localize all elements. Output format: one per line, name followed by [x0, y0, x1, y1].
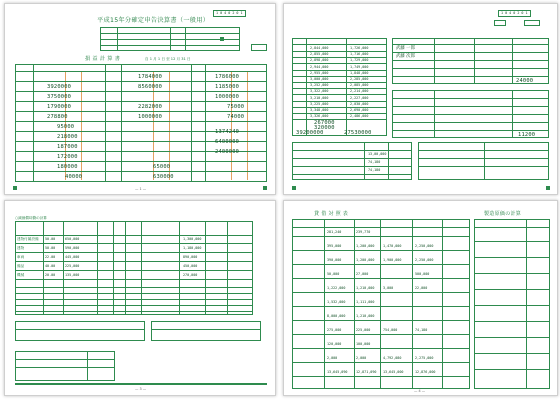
balance-value: 1,900,000 [383, 258, 402, 262]
balance-value: 1,200,000 [356, 258, 375, 262]
monthly-sales: 3,348,000 [310, 108, 329, 112]
balance-value: 2,250,000 [415, 244, 434, 248]
asset-cost: 270,000 [183, 273, 198, 277]
monthly-purchase: 2,227,000 [350, 95, 369, 100]
amount-value: 1185000 [215, 84, 240, 90]
amount-value: 1790000 [47, 104, 72, 110]
section-title: 損 益 計 算 書 [85, 56, 121, 62]
field-box [524, 20, 540, 26]
monthly-purchase: 1,716,000 [350, 52, 369, 57]
amount-value: 3750000 [47, 94, 72, 100]
asset-rate: 20.00 [45, 273, 56, 277]
monthly-purchase: 2,214,000 [350, 89, 369, 94]
cost-title: 製造原価の計算 [484, 211, 522, 217]
page-number: — 3 — [135, 387, 147, 391]
balance-value: 225,000 [356, 328, 371, 332]
balance-value: 1,200,000 [356, 244, 375, 248]
amount-value: 187000 [57, 144, 78, 150]
monthly-sales: 3,225,000 [310, 101, 329, 106]
balance-value: 13,645,090 [327, 370, 348, 374]
grand-total-sales: 39200000 [296, 130, 324, 136]
monthly-purchase: 1,749,000 [350, 64, 369, 69]
tax-table [15, 351, 115, 381]
subtotal-value: 320000 [314, 125, 335, 131]
amount-value: 2282000 [138, 104, 163, 110]
amount-value: 218000 [57, 134, 78, 140]
deduction-value: 74,180 [368, 160, 381, 164]
asset-depreciation: 225,000 [65, 264, 80, 268]
amount-value: 1000000 [138, 114, 163, 120]
balance-value: 1,532,000 [327, 300, 346, 304]
form-number: 1 0 4 0 2 0 1 [498, 10, 531, 17]
balance-value: 50,000 [327, 272, 340, 276]
asset-cost: 1,180,000 [183, 246, 202, 250]
balance-value: 12,871,090 [356, 370, 377, 374]
page-number: — 1 — [135, 187, 147, 191]
amount-value: 172000 [57, 154, 78, 160]
field-box [494, 20, 506, 26]
amount-value: 2400000 [215, 149, 240, 155]
balance-value: 390,000 [327, 258, 342, 262]
total-value: 24000 [516, 78, 534, 84]
amount-value: 95000 [57, 124, 75, 130]
total-value: 11200 [518, 132, 536, 138]
balance-value: 74,180 [415, 328, 428, 332]
corner-mark [263, 186, 267, 190]
balance-value: 4,792,080 [383, 356, 402, 360]
balance-value: 500,000 [415, 272, 430, 276]
amount-value: 1786000 [215, 74, 240, 80]
balance-value: 22,000 [415, 286, 428, 290]
asset-name: 備品 [17, 264, 25, 268]
balance-value: 12,876,000 [415, 370, 436, 374]
deduction-value: 13,00,000 [368, 152, 387, 156]
balance-value: 2,275,000 [415, 356, 434, 360]
asset-name: 建物 [17, 246, 25, 250]
asset-depreciation: 650,000 [65, 237, 80, 241]
asset-depreciation: 135,000 [65, 273, 80, 277]
amount-value: 8560000 [138, 84, 163, 90]
corner-mark [546, 186, 550, 190]
monthly-sales: 2,844,000 [310, 46, 329, 50]
form-page-2 [283, 3, 558, 195]
balance-value: 2,000 [356, 356, 367, 360]
balance-sheet-title: 貸 借 対 照 表 [314, 211, 349, 217]
monthly-sales: 3,210,000 [310, 95, 329, 100]
asset-rate: 50.00 [45, 246, 56, 250]
balance-value: 8,000,000 [327, 314, 346, 318]
stamp-mark [220, 37, 224, 41]
amount-value: 75000 [227, 104, 245, 110]
monthly-purchase: 2,030,000 [350, 101, 369, 106]
balance-value: 13,645,000 [383, 370, 404, 374]
amount-value: 6400000 [215, 139, 240, 145]
cost-table [474, 219, 550, 389]
balance-value: 275,000 [327, 328, 342, 332]
monthly-sales: 3,252,000 [310, 83, 329, 88]
amount-value: 1374240 [215, 129, 240, 135]
amount-value: 65000 [153, 164, 171, 170]
section-title: ○減価償却費の計算 [15, 216, 47, 220]
asset-cost: 890,000 [183, 255, 198, 259]
balance-value: 120,000 [327, 342, 342, 346]
monthly-sales: 2,955,000 [310, 70, 329, 75]
balance-value: 754,000 [383, 328, 398, 332]
asset-name: 車両 [17, 255, 25, 259]
balance-value: 2,000 [327, 356, 338, 360]
balance-value: 395,000 [327, 244, 342, 248]
asset-depreciation: 445,000 [65, 255, 80, 259]
asset-name: 機械 [17, 273, 25, 277]
balance-value: 1,210,000 [356, 314, 375, 318]
asset-name: 建物付属設備 [17, 237, 39, 241]
amount-value: 40000 [65, 174, 83, 180]
balance-value: 2,250,000 [415, 258, 434, 262]
monthly-purchase: 1,729,000 [350, 58, 369, 63]
deduction-value: 74,180 [368, 168, 381, 172]
balance-value: 27,000 [356, 272, 369, 276]
amount-value: 180000 [57, 164, 78, 170]
monthly-sales: 3,326,000 [310, 114, 329, 119]
employee-name: 武藤 一郎 [396, 46, 415, 51]
amount-value: 630000 [153, 174, 174, 180]
form-title: 平成15年分確定申告決算書（一般用） [97, 17, 210, 24]
asset-rate: 50.00 [45, 237, 56, 241]
balance-value: 239,770 [356, 230, 371, 234]
corner-mark [292, 186, 296, 190]
period-label: 自 1 月 1 日 至 12 月 31 日 [145, 57, 191, 61]
form-page-4 [283, 200, 558, 396]
subtotal-value: 267000 [314, 120, 335, 126]
balance-value: 281,240 [327, 230, 342, 234]
monthly-sales: 2,855,000 [310, 52, 329, 57]
form-page-1 [4, 3, 276, 195]
balance-value: 3,000 [383, 286, 394, 290]
monthly-purchase: 1,726,000 [350, 46, 369, 50]
balance-value: 1,470,000 [383, 244, 402, 248]
balance-sheet-table [292, 219, 470, 389]
corner-box [251, 44, 267, 51]
monthly-sales: 2,944,000 [310, 64, 329, 69]
amount-value: 3920000 [47, 84, 72, 90]
monthly-sales: 2,898,000 [310, 58, 329, 63]
balance-value: 1,222,000 [327, 286, 346, 290]
grand-total-purchase: 27530000 [344, 130, 372, 136]
asset-rate: 22.00 [45, 255, 56, 259]
interest-table [151, 321, 261, 341]
lease-table [15, 321, 145, 341]
balance-value: 1,210,000 [356, 286, 375, 290]
page-number: — 4 — [414, 389, 426, 393]
monthly-purchase: 2,690,000 [350, 108, 369, 112]
asset-cost: 450,000 [183, 264, 198, 268]
divider [15, 383, 267, 385]
monthly-purchase: 2,285,000 [350, 77, 369, 81]
balance-value: 1,111,000 [356, 300, 375, 304]
form-page-3 [4, 200, 276, 396]
asset-cost: 1,300,000 [183, 237, 202, 241]
monthly-purchase: 2,085,000 [350, 83, 369, 88]
monthly-sales: 3,000,000 [310, 77, 329, 81]
monthly-purchase: 2,486,000 [350, 114, 369, 119]
form-number: 1 0 4 0 2 0 1 [213, 10, 246, 17]
monthly-sales: 3,322,000 [310, 89, 329, 94]
employee-name: 武藤 次郎 [396, 54, 415, 59]
asset-rate: 40.00 [45, 264, 56, 268]
balance-value: 100,000 [356, 342, 371, 346]
corner-mark [13, 186, 17, 190]
monthly-purchase: 1,848,000 [350, 70, 369, 75]
amount-value: 278800 [47, 114, 68, 120]
amount-value: 1000000 [215, 94, 240, 100]
amount-value: 1784000 [138, 74, 163, 80]
amount-value: 74000 [227, 114, 245, 120]
asset-depreciation: 590,000 [65, 246, 80, 250]
